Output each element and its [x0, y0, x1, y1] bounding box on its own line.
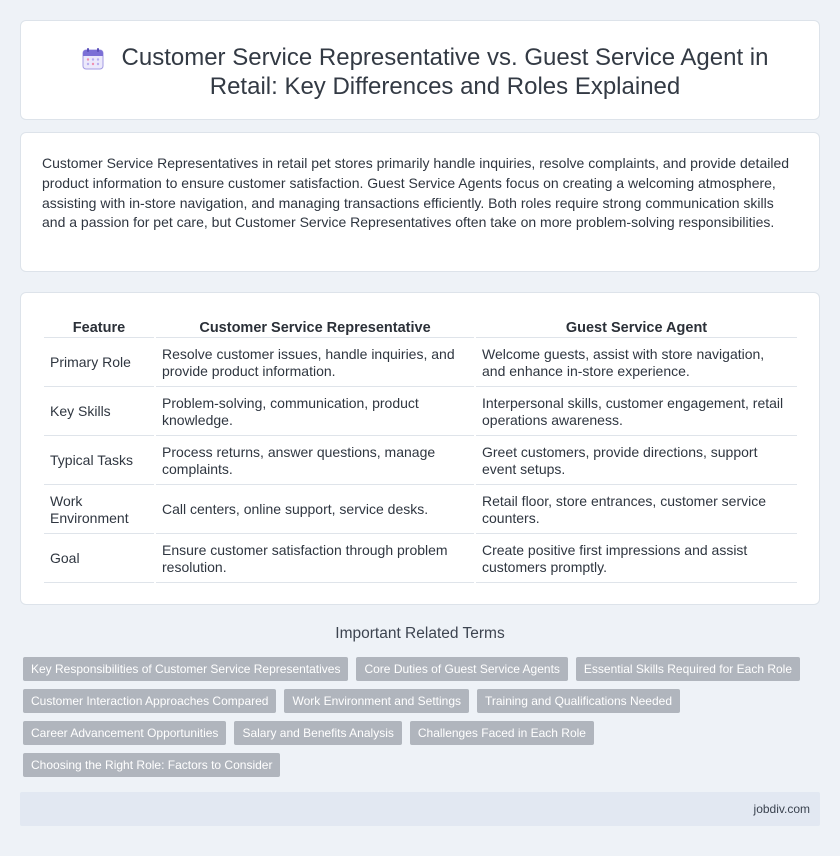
row-csr: Problem-solving, communication, product knowledge.	[156, 389, 474, 436]
intro-paragraph: Customer Service Representatives in retail pet stores primarily handle inquiries, resolve complaints, and provide detailed product information to ensure customer satisfaction. Guest Service Agents focus on creating a welcoming atmosphere, assisting with in-store navigation, and managing transactions efficiently. Both roles require strong communication skills and a passion for pet care, but Customer Service Representatives often take on more problem-solving responsibilities.	[42, 155, 790, 231]
row-csr: Call centers, online support, service desks.	[156, 487, 474, 534]
table-row	[44, 340, 797, 387]
table-row	[44, 438, 797, 485]
row-csr: Resolve customer issues, handle inquiries, and provide product information.	[156, 340, 474, 387]
related-term-tag[interactable]: Salary and Benefits Analysis	[234, 721, 401, 745]
related-term-tag[interactable]: Key Responsibilities of Customer Service Representatives	[23, 657, 348, 681]
table-row	[44, 389, 797, 436]
related-term-tag[interactable]: Essential Skills Required for Each Role	[576, 657, 800, 681]
row-csr: Ensure customer satisfaction through problem resolution.	[156, 536, 474, 583]
row-feature: Work Environment	[44, 487, 154, 534]
related-term-tag[interactable]: Challenges Faced in Each Role	[410, 721, 594, 745]
table-row	[44, 536, 797, 583]
calendar-icon	[81, 47, 105, 71]
row-gsa: Create positive first impressions and assist customers promptly.	[476, 536, 797, 583]
related-term-tag[interactable]: Customer Interaction Approaches Compared	[23, 689, 276, 713]
footer-site-link[interactable]: jobdiv.com	[753, 802, 810, 816]
table-row	[44, 487, 797, 534]
row-feature: Primary Role	[44, 340, 154, 387]
row-gsa: Retail floor, store entrances, customer service counters.	[476, 487, 797, 534]
related-term-tag[interactable]: Core Duties of Guest Service Agents	[356, 657, 567, 681]
related-term-tag[interactable]: Work Environment and Settings	[284, 689, 469, 713]
footer	[20, 792, 820, 826]
row-feature: Typical Tasks	[44, 438, 154, 485]
row-feature: Goal	[44, 536, 154, 583]
header-gsa: Guest Service Agent	[476, 316, 797, 338]
related-term-tag[interactable]: Choosing the Right Role: Factors to Consider	[23, 753, 280, 777]
page-title: Customer Service Representative vs. Guest Service Agent in Retail: Key Differences and Roles Explained	[121, 44, 769, 100]
row-feature: Key Skills	[44, 389, 154, 436]
comparison-table	[42, 314, 799, 585]
row-csr: Process returns, answer questions, manage complaints.	[156, 438, 474, 485]
intro-card	[20, 132, 820, 272]
row-gsa: Interpersonal skills, customer engagement, retail operations awareness.	[476, 389, 797, 436]
related-term-tag[interactable]: Training and Qualifications Needed	[477, 689, 680, 713]
header-feature: Feature	[44, 316, 154, 338]
title-card	[20, 20, 820, 120]
table-header-row	[44, 316, 797, 338]
related-terms-list	[23, 657, 813, 777]
comparison-table-card	[20, 292, 820, 605]
row-gsa: Greet customers, provide directions, support event setups.	[476, 438, 797, 485]
header-csr: Customer Service Representative	[156, 316, 474, 338]
related-terms-title: Important Related Terms	[335, 625, 505, 642]
row-gsa: Welcome guests, assist with store navigation, and enhance in-store experience.	[476, 340, 797, 387]
related-term-tag[interactable]: Career Advancement Opportunities	[23, 721, 226, 745]
